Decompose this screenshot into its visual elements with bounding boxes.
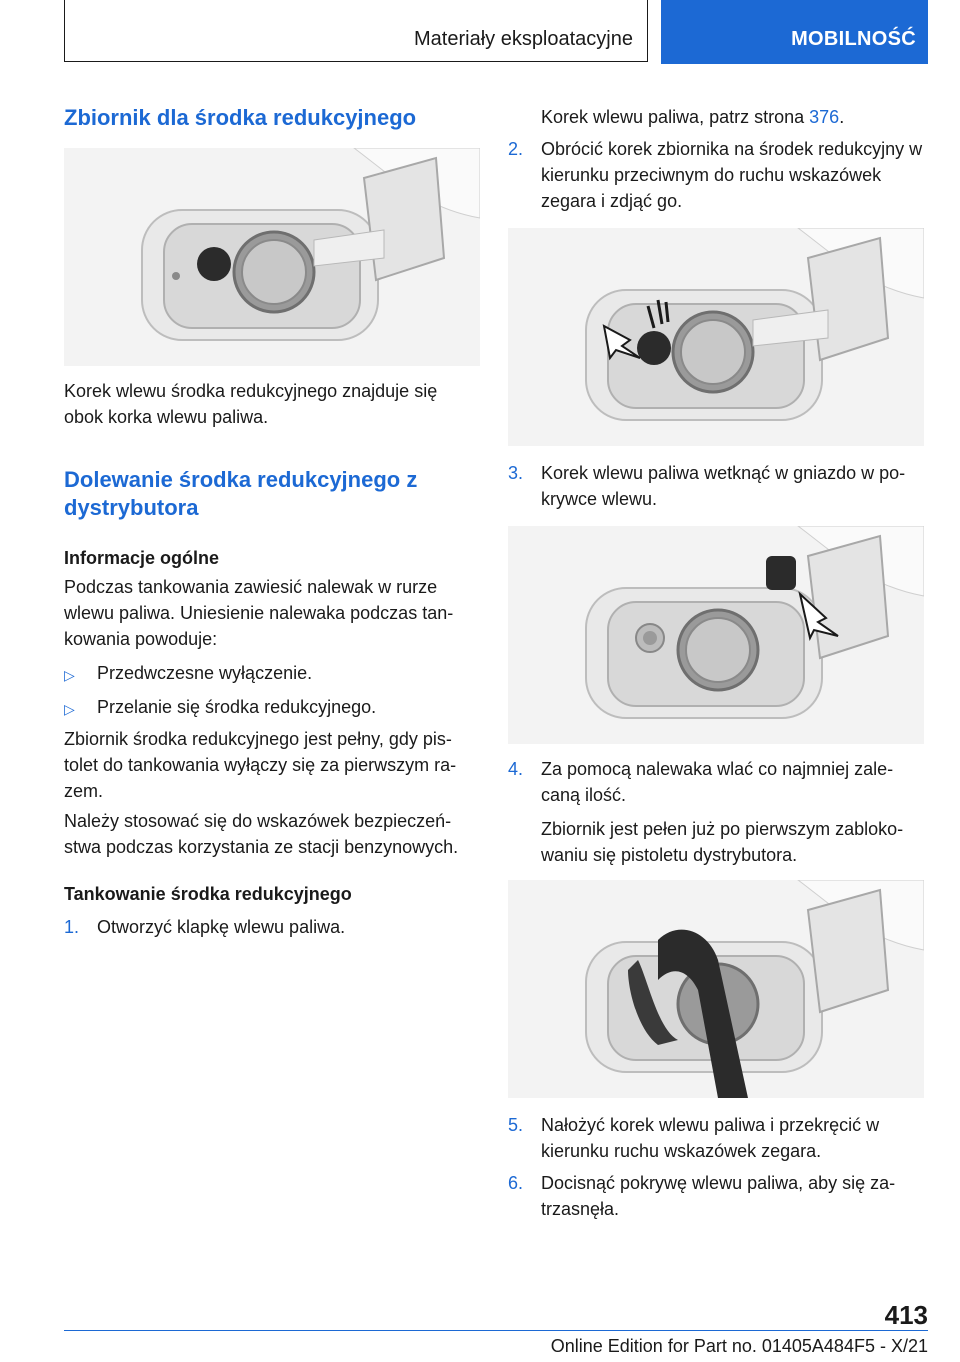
step-number: 2. — [508, 139, 524, 159]
edition-footer: Online Edition for Part no. 01405A484F5 - X/21 — [550, 1336, 928, 1356]
full-tank-text: Zbiornik środka redukcyjnego jest pełny, gdy pis-tolet do tankowania wyłączy się za pierwszym ra-zem. — [64, 729, 457, 801]
step-text: Korek wlewu paliwa wetknąć w gniazdo w po-krywce wlewu. — [541, 463, 906, 509]
step-number: 4. — [508, 759, 524, 779]
general-text: Podczas tankowania zawiesić nalewak w rurze wlewu paliwa. Uniesienie nalewaka podczas tan-kowania powoduje: — [64, 577, 454, 649]
chapter-tab — [661, 0, 928, 64]
step-number: 3. — [508, 463, 524, 483]
step-item — [508, 1170, 924, 1222]
continuation-text: Korek wlewu paliwa, patrz strona 376. — [541, 107, 845, 127]
step-number: 5. — [508, 1115, 524, 1135]
step-item — [64, 914, 480, 940]
intro-block — [64, 378, 480, 430]
left-column — [64, 104, 480, 132]
safety-text: Należy stosować się do wskazówek bezpieczeń-stwa podczas korzystania ze stacji benzynowych. — [64, 811, 459, 857]
step-item — [508, 756, 924, 808]
section-tab — [64, 0, 648, 62]
general-heading: Informacje ogólne — [64, 548, 220, 568]
subtitle-block — [64, 466, 480, 522]
illustration-insert-cap — [508, 526, 924, 744]
footer-divider — [64, 1330, 928, 1331]
page-reference-link[interactable]: 376 — [809, 107, 840, 127]
triangle-bullet-icon: ▷ — [64, 667, 75, 683]
illustration-refuel-nozzle — [508, 880, 924, 1098]
refuel-block — [64, 882, 480, 906]
step-text: Nałożyć korek wlewu paliwa i przekręcić w kierunku ruchu wskazówek zegara. — [541, 1115, 880, 1161]
step-text: Docisnąć pokrywę wlewu paliwa, aby się za-trzasnęła. — [541, 1173, 896, 1219]
step-item — [508, 136, 924, 214]
page-number: 413 — [884, 1300, 928, 1330]
step-number: 6. — [508, 1173, 524, 1193]
chapter-title: MOBILNOŚĆ — [791, 28, 916, 50]
subsection-heading: Dolewanie środka redukcyjnego z dystrybutora — [64, 467, 418, 520]
illustration-reductant-cap-location — [64, 148, 480, 366]
page-header — [64, 0, 928, 64]
step-note — [508, 816, 924, 868]
step-text: Za pomocą nalewaka wlać co najmniej zale-caną ilość. — [541, 759, 894, 805]
bullet-item: ▷ Przelanie się środka redukcyjnego. — [64, 694, 480, 720]
illustration-remove-cap — [508, 228, 924, 446]
section-title: Materiały eksploatacyjne — [414, 28, 633, 50]
general-block — [64, 546, 480, 652]
refuel-heading: Tankowanie środka redukcyjnego — [64, 884, 352, 904]
safety-block — [64, 808, 480, 860]
section-heading: Zbiornik dla środka redukcyjnego — [64, 105, 417, 130]
triangle-bullet-icon: ▷ — [64, 701, 75, 717]
intro-text: Korek wlewu środka redukcyjnego znajduje się obok korka wlewu paliwa. — [64, 381, 438, 427]
step-note-text: Zbiornik jest pełen już po pierwszym zabloko-waniu się pistoletu dystrybutora. — [541, 819, 904, 865]
step-item — [508, 460, 924, 512]
full-tank-block — [64, 726, 480, 804]
step-text: Obrócić korek zbiornika na środek redukcyjny w kierunku przeciwnym do ruchu wskazówek zegara i zdjąć go. — [541, 139, 923, 211]
step-number: 1. — [64, 917, 80, 937]
step-text: Otworzyć klapkę wlewu paliwa. — [97, 917, 346, 937]
bullet-item: ▷ Przedwczesne wyłączenie. — [64, 660, 480, 686]
step-item — [508, 1112, 924, 1164]
